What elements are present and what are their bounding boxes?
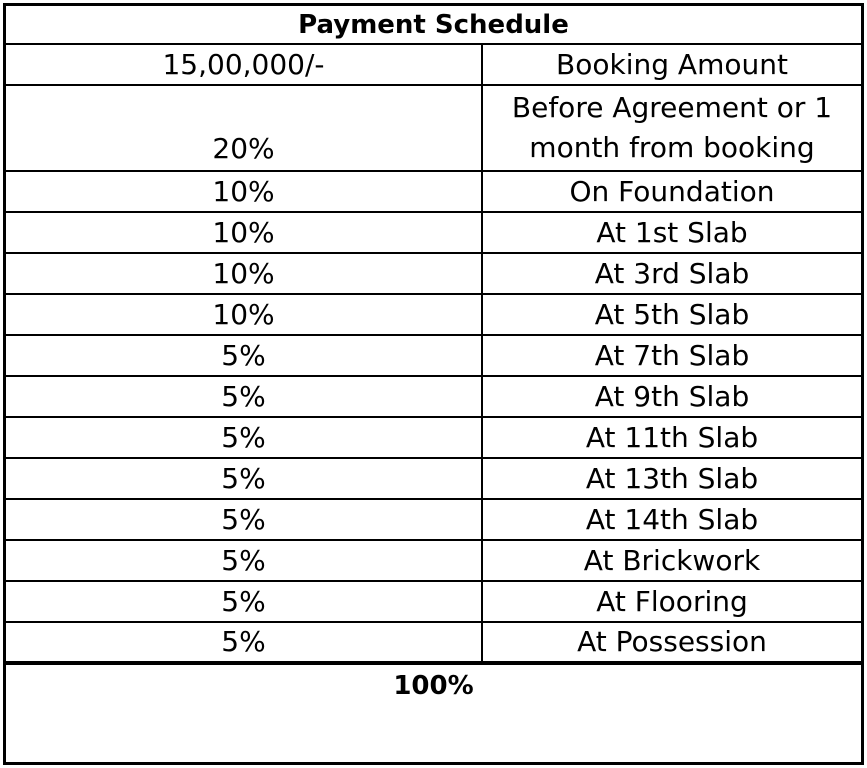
- row-milestone: At Brickwork: [482, 540, 861, 581]
- row-percent: 5%: [6, 499, 482, 540]
- row-milestone: On Foundation: [482, 171, 861, 212]
- table-row: [6, 622, 861, 663]
- row-percent: 10%: [6, 171, 482, 212]
- total-row: [6, 663, 861, 707]
- payment-schedule-sheet: [3, 3, 864, 765]
- row-percent: 5%: [6, 581, 482, 622]
- table-row: [6, 294, 861, 335]
- payment-schedule-table: [6, 6, 861, 707]
- row-percent: 20%: [6, 85, 482, 171]
- row-milestone: At Possession: [482, 622, 861, 663]
- row-milestone: At 7th Slab: [482, 335, 861, 376]
- row-milestone: At Flooring: [482, 581, 861, 622]
- table-row: [6, 499, 861, 540]
- table-row: [6, 540, 861, 581]
- row-milestone: At 13th Slab: [482, 458, 861, 499]
- row-percent: 5%: [6, 417, 482, 458]
- row-percent: 5%: [6, 458, 482, 499]
- row-percent: 5%: [6, 335, 482, 376]
- row-milestone: At 1st Slab: [482, 212, 861, 253]
- table-row: [6, 212, 861, 253]
- booking-label: Booking Amount: [482, 44, 861, 85]
- table-row: [6, 581, 861, 622]
- total-percent: 100%: [6, 663, 861, 707]
- table-row: [6, 376, 861, 417]
- table-row: [6, 458, 861, 499]
- booking-amount: 15,00,000/-: [6, 44, 482, 85]
- row-percent: 10%: [6, 294, 482, 335]
- table-row: [6, 417, 861, 458]
- row-percent: 10%: [6, 212, 482, 253]
- table-row: [6, 335, 861, 376]
- row-milestone: At 9th Slab: [482, 376, 861, 417]
- table-title: Payment Schedule: [6, 6, 861, 44]
- table-row: [6, 253, 861, 294]
- table-row: [6, 85, 861, 171]
- row-percent: 5%: [6, 622, 482, 663]
- booking-row: [6, 44, 861, 85]
- row-percent: 10%: [6, 253, 482, 294]
- row-milestone: Before Agreement or 1 month from booking: [482, 85, 861, 171]
- row-milestone: At 11th Slab: [482, 417, 861, 458]
- row-percent: 5%: [6, 376, 482, 417]
- row-milestone: At 14th Slab: [482, 499, 861, 540]
- table-row: [6, 171, 861, 212]
- table-title-row: [6, 6, 861, 44]
- row-milestone: At 5th Slab: [482, 294, 861, 335]
- row-percent: 5%: [6, 540, 482, 581]
- row-milestone: At 3rd Slab: [482, 253, 861, 294]
